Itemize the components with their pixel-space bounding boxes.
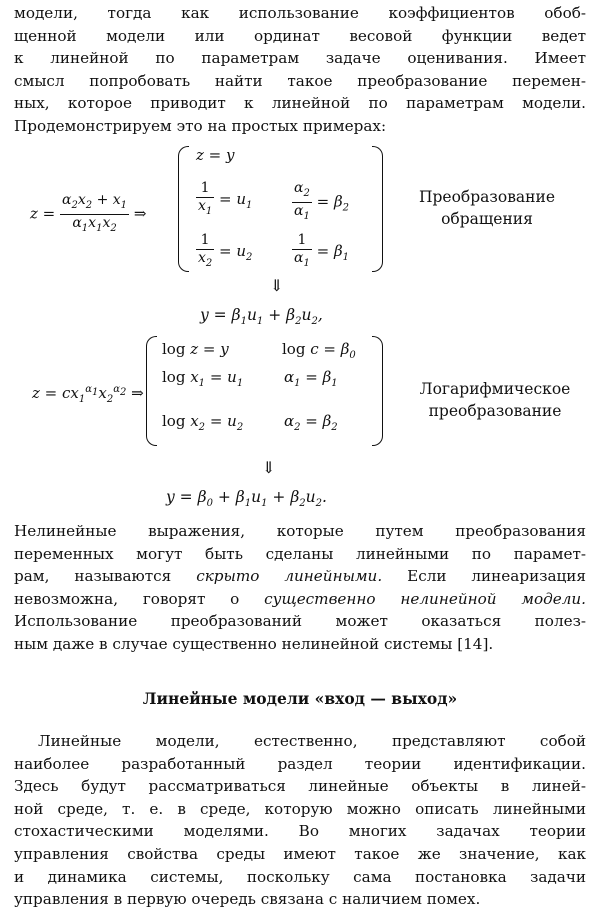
text-line: [14, 588, 586, 611]
text-line: смысл попробовать найти такое преобразование перемен-: [14, 71, 586, 90]
paragraph-bottom: [14, 730, 586, 911]
formula-row: log z = y: [162, 340, 229, 358]
text-line: Продемонстрируем это на простых примерах:: [14, 116, 387, 135]
formula-row: $\log x_2 = u_2$: [162, 412, 244, 433]
text-run: Если линеаризация: [382, 567, 587, 586]
formula-result: $y = \beta_0 + \beta_1u_1 + \beta_2u_2$.: [166, 488, 327, 510]
section-heading: Линейные модели «вход — выход»: [142, 689, 458, 708]
label-line: Логарифмическое: [419, 380, 571, 398]
text-line: Линейные модели, естественно, представляют собой: [38, 732, 586, 750]
formula-label: [410, 378, 580, 422]
brace-left: [178, 146, 189, 272]
formula-lhs: z = $\frac{\alpha_2x_2 + x_1}{\alpha_1x_1x_2}$ ⇒: [30, 192, 147, 234]
text-line: модели, тогда как использование коэффициентов обоб-: [14, 4, 586, 22]
formula-row: $\frac{1}{x_1}$ = $u_1$: [198, 180, 253, 217]
text-line: [14, 565, 586, 588]
formula-row: $\alpha_1 = \beta_1$: [284, 368, 338, 389]
text-line: щенной модели или ординат весовой функции ведет: [14, 26, 586, 45]
paragraph-mid: [14, 520, 586, 656]
term-essentially-nonlinear: существенно нелинейной модели.: [264, 589, 586, 608]
paragraph-top: [14, 2, 586, 138]
formula-row: $\log c = \beta_0$: [282, 340, 356, 361]
text-line: ным даже в случае существенно нелинейной системы [14].: [14, 634, 494, 653]
formula-row: $\frac{\alpha_2}{\alpha_1}$ = $\beta_2$: [294, 180, 349, 222]
text-line: ной среде, т. е. в среде, которую можно описать линейными: [14, 799, 586, 818]
text-line: к линейной по параметрам задаче оценивания. Имеет: [14, 49, 586, 68]
brace-right: [372, 336, 383, 446]
implies-arrow: ⇓: [270, 276, 284, 295]
formula-row: z = y: [196, 146, 235, 164]
text-line: ных, которое приводит к линейной по параметрам модели.: [14, 94, 586, 113]
text-line: Нелинейные выражения, которые путем преобразования: [14, 522, 586, 540]
brace-right: [372, 146, 383, 272]
formula-row: $\frac{1}{x_2}$ = $u_2$: [198, 232, 253, 269]
text-line: стохастическими моделями. Во многих задачах теории: [14, 822, 586, 841]
label-line: преобразование: [428, 402, 562, 420]
formula-label: [412, 186, 562, 230]
text-line: наиболее разработанный раздел теории идентификации.: [14, 754, 586, 773]
text-line: и динамика системы, поскольку сама постановка задачи: [14, 867, 586, 886]
formula-result: $y = \beta_1u_1 + \beta_2u_2$,: [200, 306, 323, 328]
formula-lhs: $z = cx_1^{\alpha_1}x_2^{\alpha_2}$ ⇒: [32, 384, 144, 405]
text-line: Использование преобразований может оказаться полез-: [14, 612, 586, 631]
implies-arrow: ⇓: [262, 458, 276, 477]
text-run: невозможна, говорят о: [14, 589, 265, 608]
label-line: Преобразование: [418, 188, 556, 206]
term-hidden-linear: скрыто линейными.: [196, 567, 383, 586]
label-line: обращения: [441, 210, 533, 228]
formula-row: $\frac{1}{\alpha_1}$ = $\beta_1$: [294, 232, 349, 269]
text-line: переменных могут быть сделаны линейными по парамет-: [14, 544, 586, 563]
text-line: управления в первую очередь связана с наличием помех.: [14, 890, 481, 909]
text-run: рам, называются: [14, 567, 197, 586]
text-line: управления свойства среды имеют такое же значение, как: [14, 844, 586, 863]
brace-left: [146, 336, 157, 446]
formula-row: $\log x_1 = u_1$: [162, 368, 244, 389]
formula-row: $\alpha_2 = \beta_2$: [284, 412, 338, 433]
text-line: Здесь будут рассматриваться линейные объекты в линей-: [14, 777, 586, 796]
